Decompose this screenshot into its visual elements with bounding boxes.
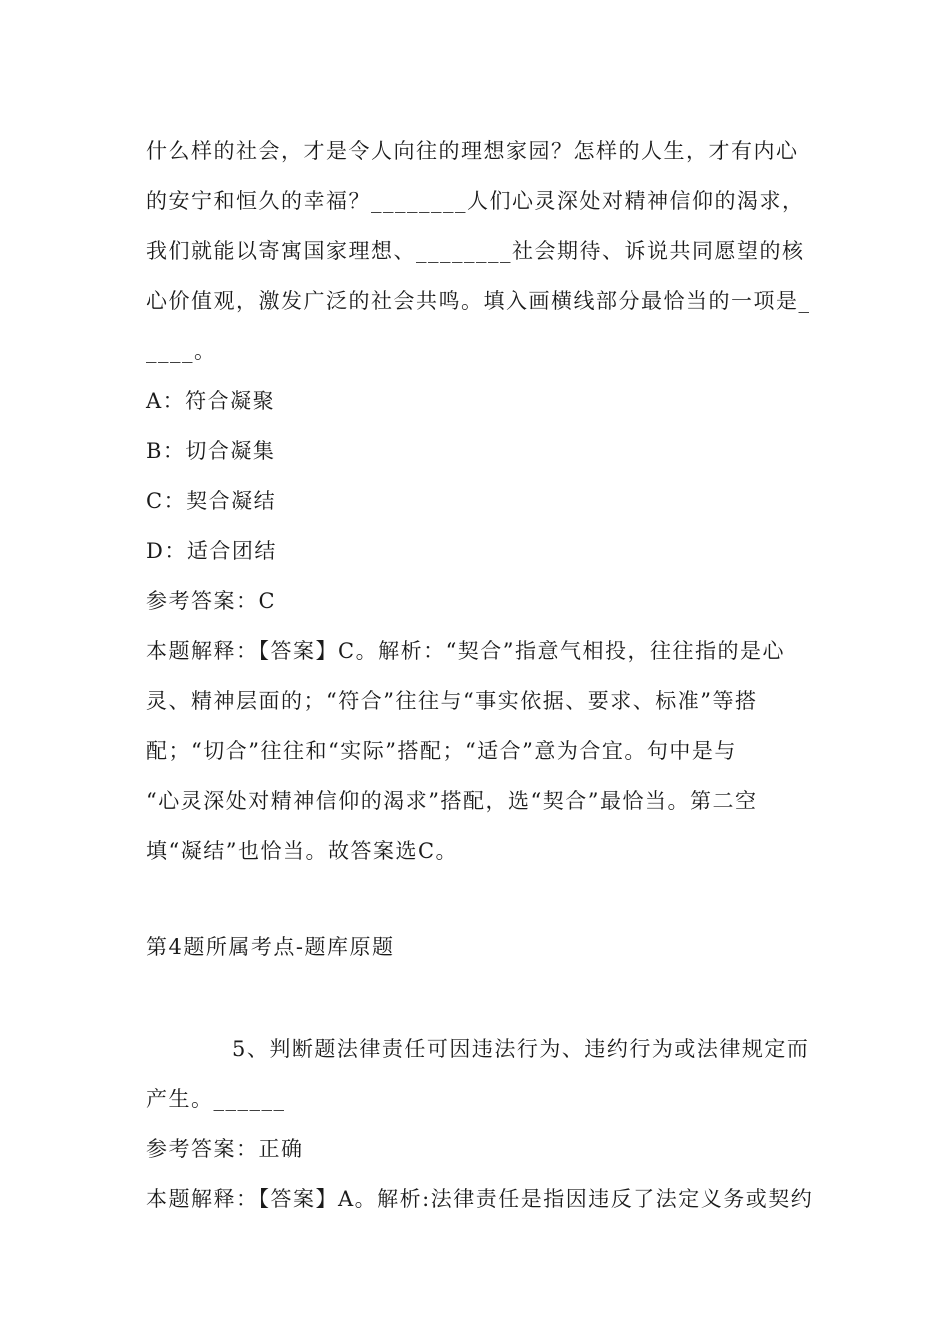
q3-option-d: D：适合团结 [146, 539, 277, 563]
q3-answer: 参考答案：C [146, 589, 277, 613]
q3-option-b: B：切合凝集 [146, 439, 276, 463]
q3-stem-line: 我们就能以寄寓国家理想、________社会期待、诉说共同愿望的核 [146, 239, 805, 263]
q3-stem-line: ____。 [146, 339, 217, 363]
q3-stem-line: 的安宁和恒久的幸福？________人们心灵深处对精神信仰的渴求， [146, 189, 805, 213]
q3-analysis-line: 灵、精神层面的；“符合”往往与“事实依据、要求、标准”等搭 [146, 689, 758, 713]
q3-analysis-line: 填“凝结”也恰当。故答案选C。 [146, 839, 459, 863]
knowledge-point: 第4题所属考点-题库原题 [146, 935, 395, 959]
q3-analysis-line: 本题解释：【答案】C。解析：“契合”指意气相投，往往指的是心 [146, 639, 786, 663]
q5-stem-line: 产生。______ [146, 1087, 286, 1111]
q5-analysis-line: 本题解释：【答案】A。解析:法律责任是指因违反了法定义务或契约 [146, 1187, 814, 1211]
q3-option-a: A：符合凝聚 [146, 389, 276, 413]
q3-stem-line: 什么样的社会，才是令人向往的理想家园？怎样的人生，才有内心 [146, 139, 799, 163]
q3-analysis-line: “心灵深处对精神信仰的渴求”搭配，选“契合”最恰当。第二空 [146, 789, 758, 813]
q3-analysis-line: 配；“切合”往往和“实际”搭配；“适合”意为合宜。句中是与 [146, 739, 737, 763]
q5-answer: 参考答案：正确 [146, 1137, 304, 1161]
q3-option-c: C：契合凝结 [146, 489, 277, 513]
q5-stem-line: 5、判断题法律责任可因违法行为、违约行为或法律规定而 [232, 1037, 810, 1061]
q3-stem-line: 心价值观，激发广泛的社会共鸣。填入画横线部分最恰当的一项是_ [146, 289, 811, 313]
